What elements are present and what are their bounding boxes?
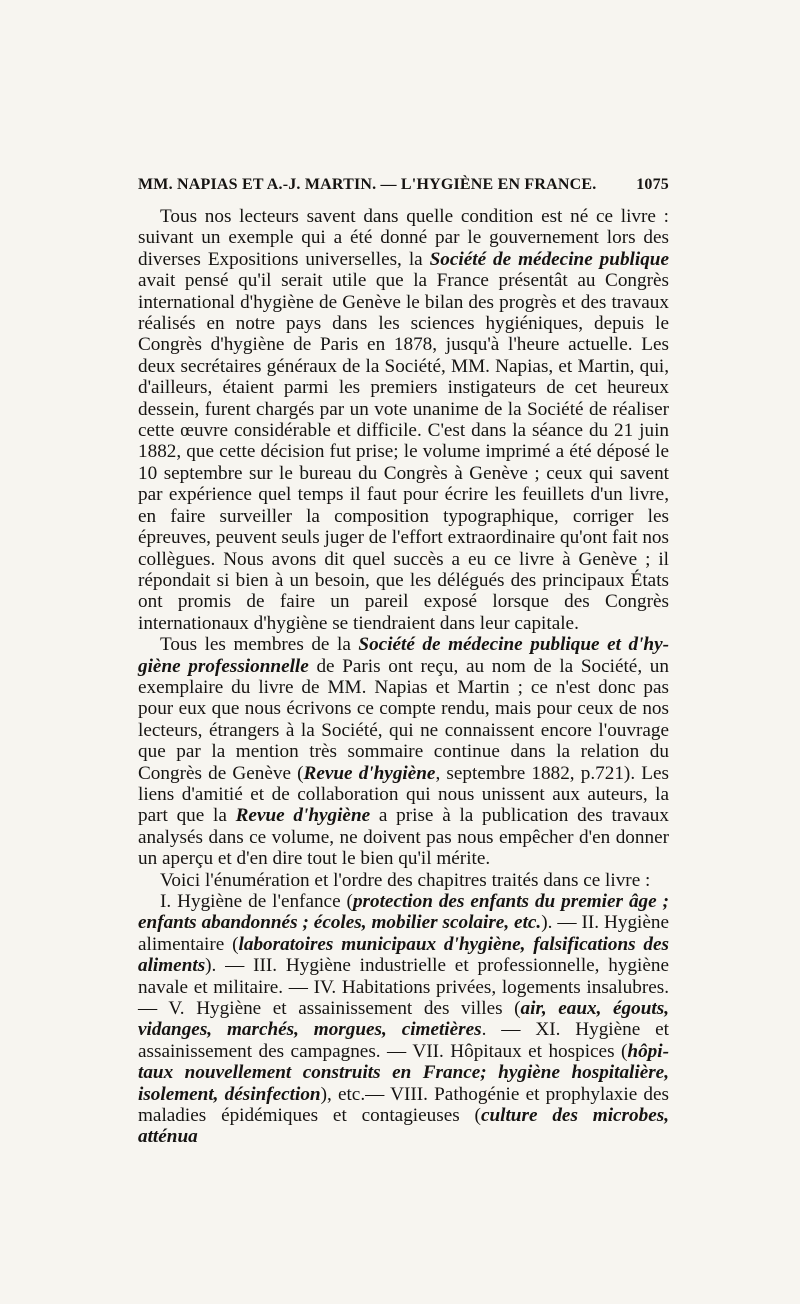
text-run: ). — III. Hygiène industrielle et professionnelle, hygiène navale et militaire. — IV. Habitations privées, logements insalubres. — V. Hygiène et assainissement des villes ( <box>138 955 669 1020</box>
italic-text: air, eaux, égouts, vidanges, marchés, morgues, cimetières <box>138 998 669 1041</box>
text-run: Tous les membres de la <box>160 634 359 656</box>
italic-text: culture des microbes, atténua <box>138 1105 669 1148</box>
italic-text: laboratoires municipaux d'hygiène, falsifications des aliments <box>138 933 670 977</box>
italic-text: Société de médecine publique <box>429 248 669 270</box>
running-head-title: MM. NAPIAS ET A.-J. MARTIN. — L'HYGIÈNE EN FRANCE. <box>138 176 597 193</box>
text-run: Voici l'énumération et l'ordre des chapitres traités dans ce livre : <box>160 869 651 891</box>
italic-text: Société de médecine publique et d'hygiène professionnelle <box>138 634 669 677</box>
paragraph-p1 <box>138 206 669 634</box>
italic-text: hôpitaux nouvellement construits en France; hygiène hospitalière, isolement, désinfection <box>138 1040 669 1105</box>
page-body <box>138 172 669 1148</box>
paragraph-p3 <box>138 870 669 891</box>
article-text <box>138 206 669 1148</box>
paragraph-p2 <box>138 634 669 869</box>
text-run: ). — II. Hygiène alimentaire ( <box>138 912 669 955</box>
text-run: I. Hygiène de l'enfance ( <box>160 891 353 912</box>
text-run: , septembre 1882, p.721). Les liens d'amitié et de collaboration qui nous unissent aux auteurs, la part que la <box>138 762 669 827</box>
paragraph-p4 <box>138 891 669 1148</box>
italic-text: Revue d'hygiène <box>303 762 436 784</box>
text-run: avait pensé qu'il serait utile que la France présentât au Congrès international d'hygiène de Genève le bilan des progrès et des travaux réalisés en notre pays dans les sciences hygiéniques, depuis le Congrès d'hygiène de Paris en 1878, jusqu'à l'heure actuelle. Les deux secrétaires généraux de la Société, MM. Napias, et Martin, qui, d'ailleurs, étaient parmi les premiers instigateurs de cet heureux dessein, furent chargés par un vote unanime de la Société de réaliser cette œuvre considérable et difficile. C'est dans la séance du 21 juin 1882, que cette décision fut prise; le volume imprimé a été déposé le 10 septembre sur le bureau du Congrès à Genève ; ceux qui savent par expérience quel temps il faut pour écrire les feuillets d'un livre, en faire surveiller la composition typographique, corriger les épreuves, peuvent seuls juger de l'effort extraordinaire qu'ont fait nos collègues. Nous avons dit quel succès a eu ce livre à Genève ; il répondait si bien à un besoin, que les délégués des principaux États ont promis de faire un pareil exposé lorsque des Congrès internationaux d'hygiène se tiendraient dans leur capitale. <box>138 270 669 634</box>
text-run: . — XI. Hygiène et assainissement des campagnes. — VII. Hôpitaux et hospices ( <box>138 1019 669 1062</box>
italic-text: Revue d'hygiène <box>235 805 371 827</box>
text-run: Tous nos lecteurs savent dans quelle condition est né ce livre : suivant un exemple qui a été donné par le gouvernement lors des diverses Expositions universelles, la <box>138 206 669 270</box>
italic-text: protection des enfants du premier âge ; enfants abandonnés ; écoles, mobilier scolaire, etc. <box>138 891 669 934</box>
page-number: 1075 <box>636 176 669 193</box>
running-head <box>138 172 669 198</box>
text-run: ), etc.— VIII. Pathogénie et prophylaxie des maladies épidémiques et contagieuses ( <box>138 1083 669 1127</box>
text-run: a prise à la publication des travaux analysés dans ce volume, ne doivent pas nous empêcher d'en donner un aperçu et d'en dire tout le bien qu'il mérite. <box>138 805 669 870</box>
text-run: de Paris ont reçu, au nom de la Société, un exemplaire du livre de MM. Napias et Martin ; ce n'est donc pas pour eux que nous écrivons ce compte rendu, mais pour ceux de nos lecteurs, étrangers à la Société, qui ne connaissent encore l'ouvrage que par la mention très sommaire continue dans la relation du Congrès de Genève ( <box>138 655 669 784</box>
